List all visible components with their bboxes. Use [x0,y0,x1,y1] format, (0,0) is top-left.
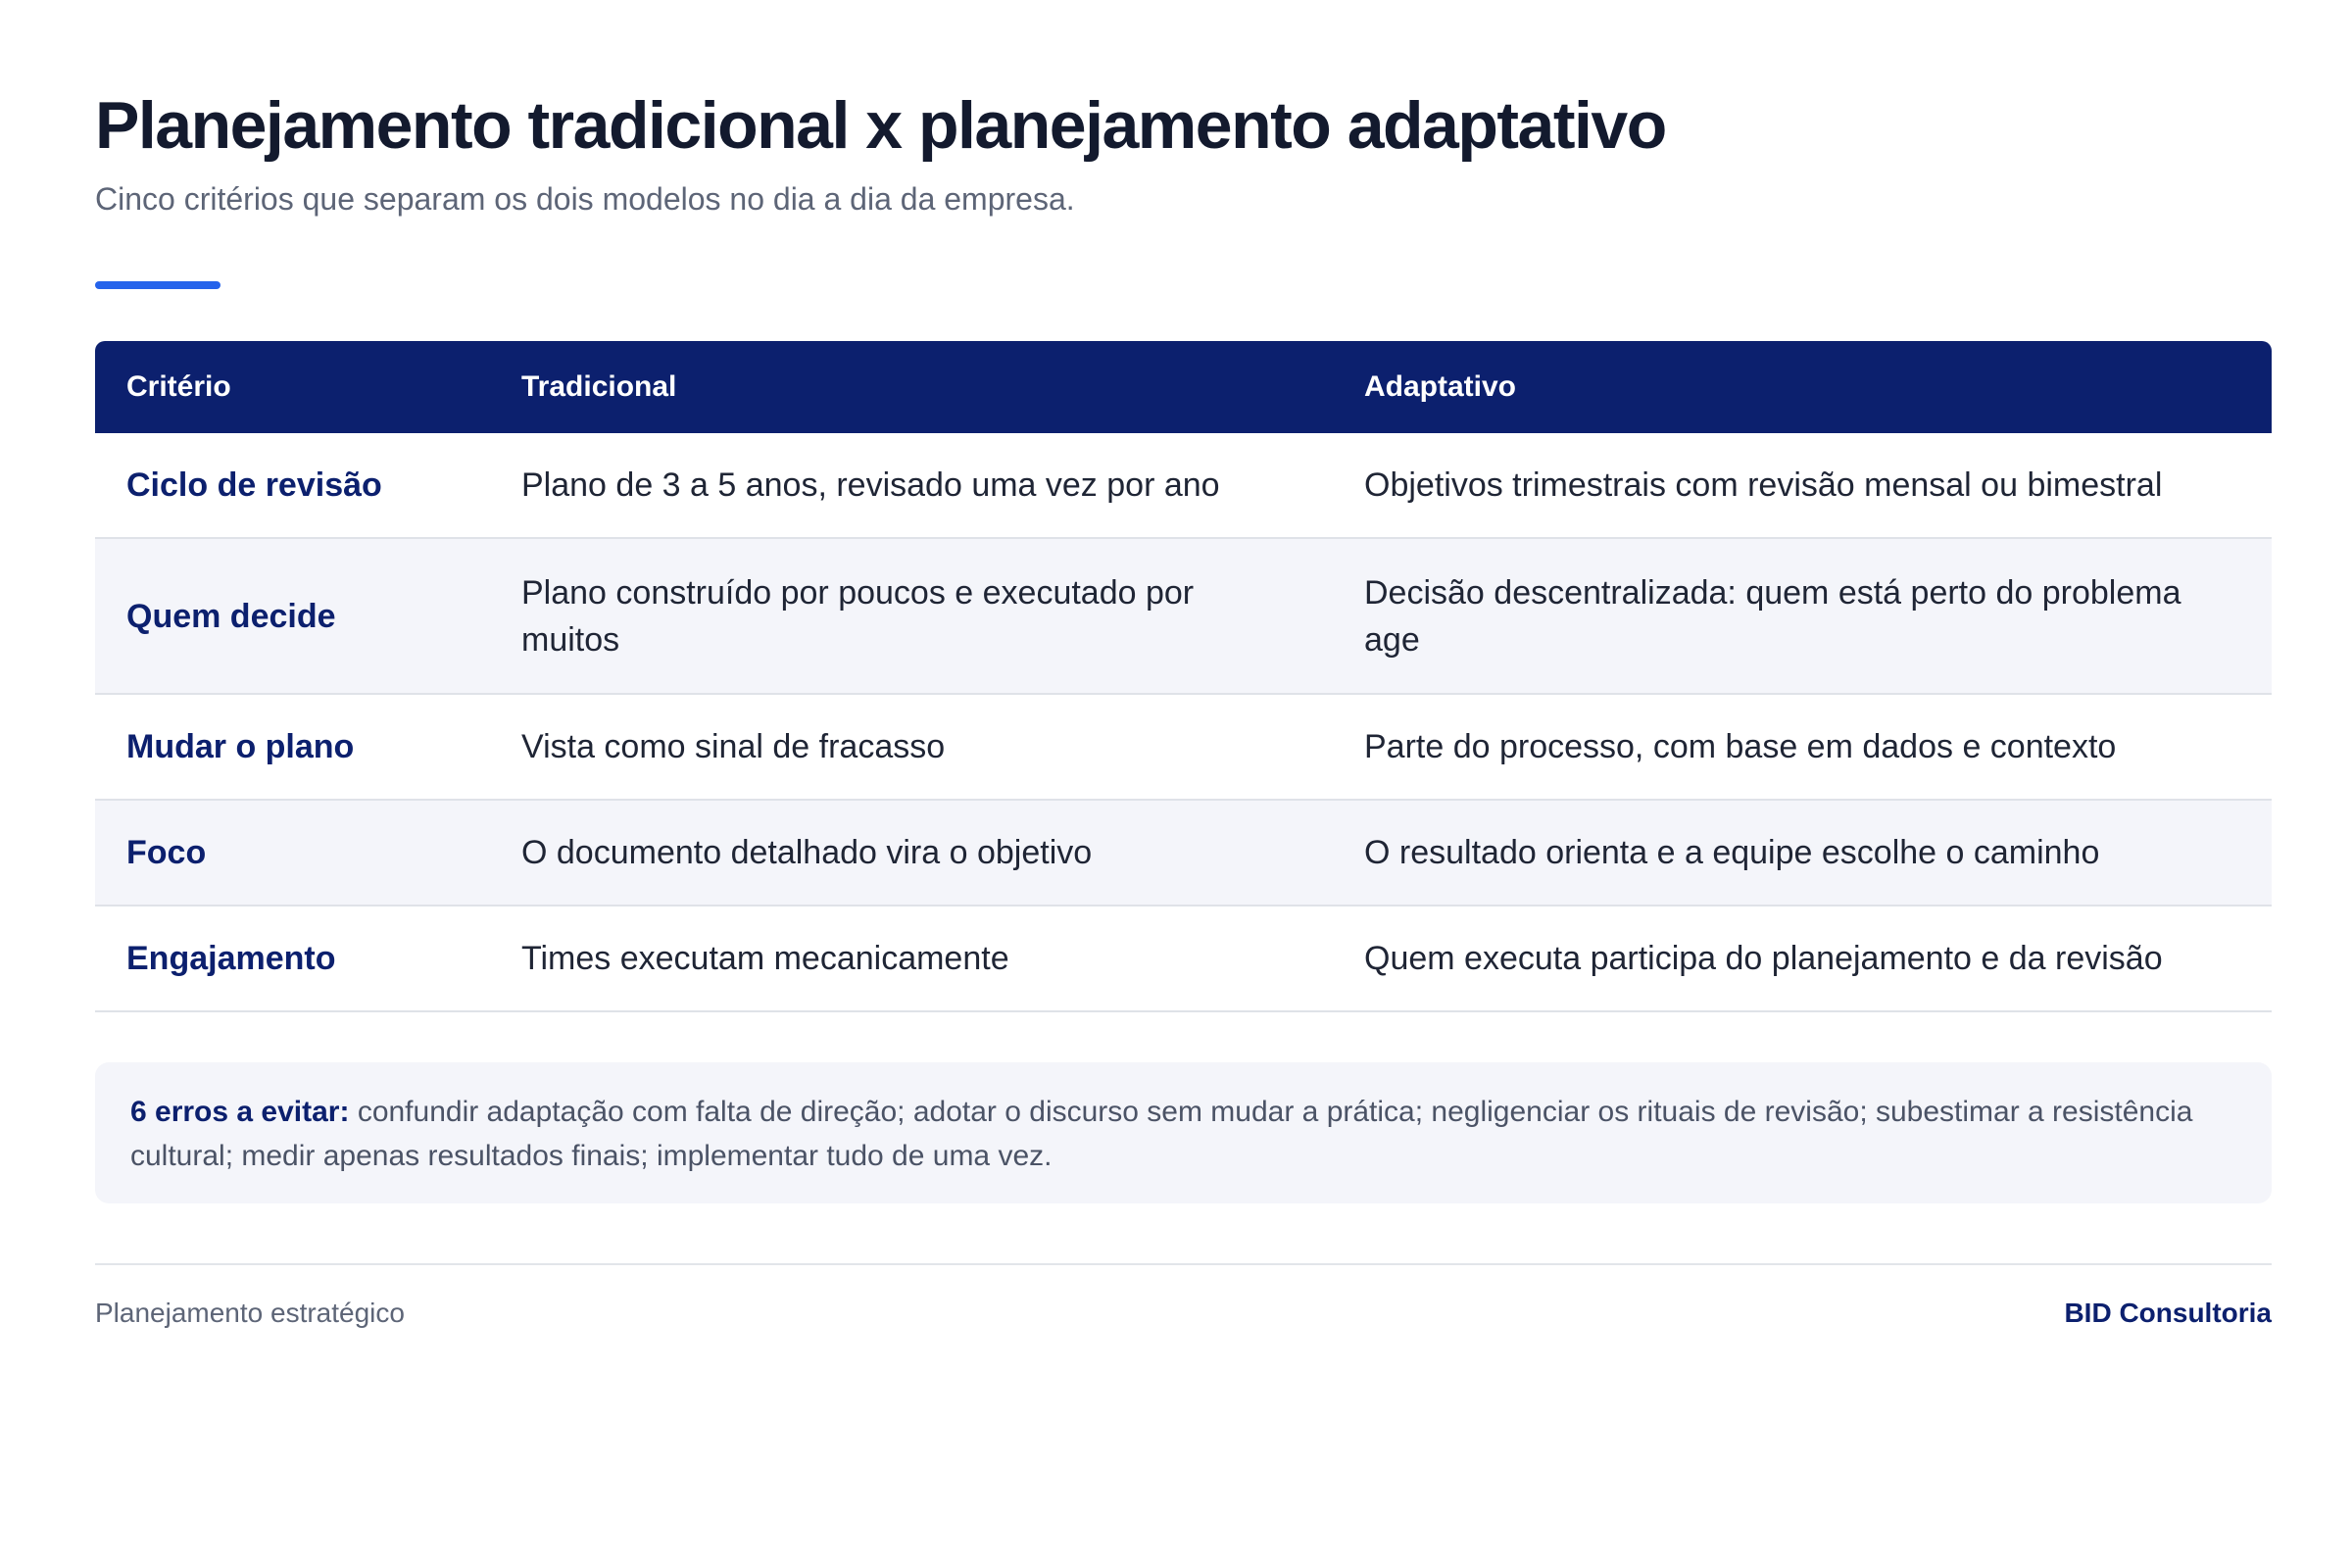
row-traditional: Plano de 3 a 5 anos, revisado uma vez por ano [521,466,1220,504]
accent-divider [95,281,220,289]
row-traditional: Times executam mecanicamente [521,940,1009,977]
row-criterion: Quem decide [126,597,336,635]
row-criterion: Foco [126,834,207,871]
page-title: Planejamento tradicional x planejamento adaptativo [95,88,1666,163]
table-header [95,341,2272,433]
row-adaptive: Parte do processo, com base em dados e contexto [1364,728,2117,765]
column-header-tradicional: Tradicional [521,370,677,403]
row-criterion: Ciclo de revisão [126,466,382,504]
row-adaptive: Objetivos trimestrais com revisão mensal ou bimestral [1364,466,2163,504]
table-row [95,695,2272,801]
row-adaptive: Quem executa participa do planejamento e da revisão [1364,940,2163,977]
row-adaptive: O resultado orienta e a equipe escolhe o caminho [1364,834,2100,871]
row-criterion: Engajamento [126,940,336,977]
table-row [95,801,2272,906]
row-adaptive: Decisão descentralizada: quem está perto do problema age [1364,573,2181,659]
page-subtitle: Cinco critérios que separam os dois modelos no dia a dia da empresa. [95,181,1075,217]
column-header-adaptativo: Adaptativo [1364,370,1517,403]
comparison-table [95,341,2272,1012]
table-row [95,539,2272,695]
footer-brand: BID Consultoria [2064,1298,2272,1328]
row-criterion: Mudar o plano [126,728,355,765]
row-traditional: O documento detalhado vira o objetivo [521,834,1093,871]
table-row [95,433,2272,539]
row-traditional: Vista como sinal de fracasso [521,728,946,765]
table-row [95,906,2272,1012]
mistakes-callout [95,1062,2272,1203]
row-traditional: Plano construído por poucos e executado por muitos [521,573,1195,659]
column-header-criterio: Critério [126,370,231,403]
footer-section-label: Planejamento estratégico [95,1298,405,1328]
footer-divider [95,1263,2272,1265]
callout-label: 6 erros a evitar: [130,1096,350,1128]
callout-text: confundir adaptação com falta de direção; adotar o discurso sem mudar a prática; negligenciar os rituais de revisão; subestimar a resistência cultural; medir apenas resultados finais; implementar tudo de uma vez. [130,1096,2193,1172]
